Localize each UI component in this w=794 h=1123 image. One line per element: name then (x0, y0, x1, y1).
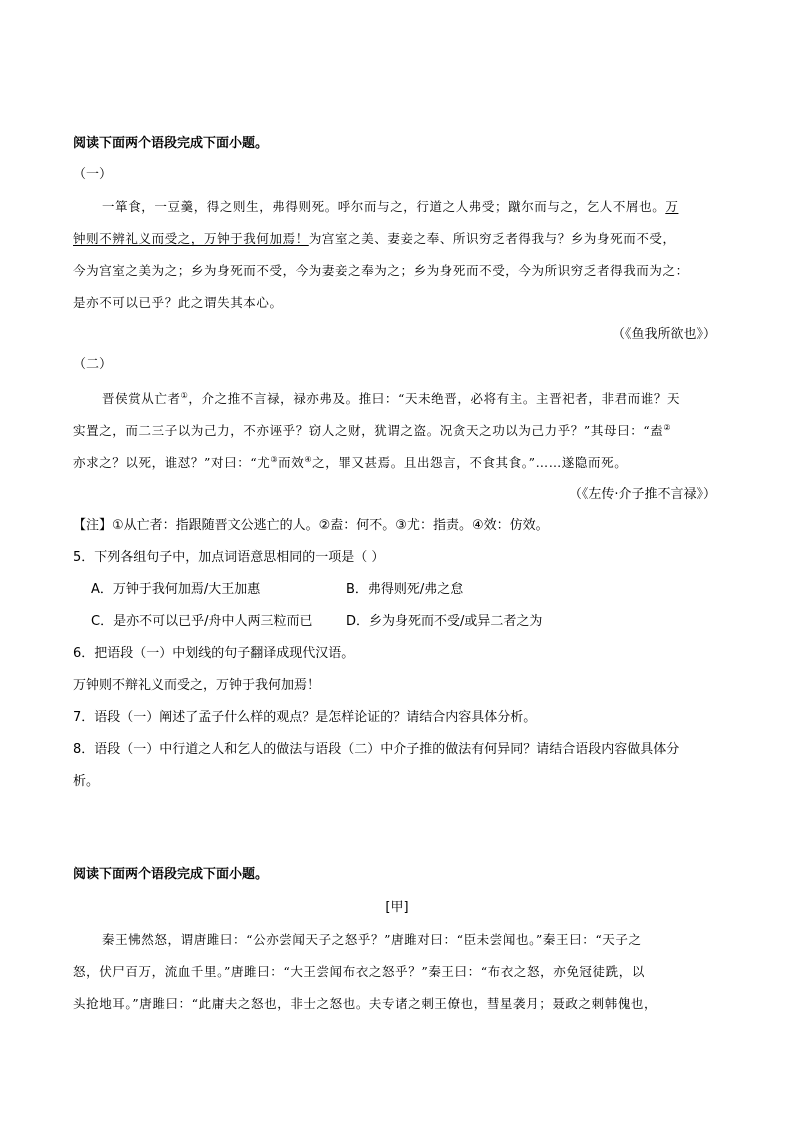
footnote-marker: ③ (270, 454, 279, 464)
passage-1-line-3: 今为宫室之美为之；乡为身死而不受，今为妻妾之奉为之；乡为身死而不受，今为所识穷乏者得我而为之： (73, 263, 689, 278)
passage-2-text: 而效 (278, 455, 305, 470)
footnote-marker: ① (180, 390, 189, 400)
passage-2-text: ，介之推不言禄，禄亦弗及。推曰：“天未绝晋，必将有主。主晋祀者，非君而谁？天 (188, 391, 681, 406)
passage-2-text: 亦求之？以死，谁怼？”对曰：“尤 (73, 455, 271, 470)
passage-3-line-2: 怒，伏尸百万，流血千里。”唐雎曰：“大王尝闻布衣之怒乎？”秦王曰：“布衣之怒，亦免冠徒跣，以 (73, 964, 645, 979)
part-label-jia: [甲] (385, 900, 409, 915)
passage-1-text: 为宫室之美、妻妾之奉、所识穷乏者得我与？乡为身死而不受， (308, 231, 676, 246)
question-5: 5．下列各组句子中，加点词语意思相同的一项是（ ） (73, 550, 385, 565)
part-label-2: （二） (73, 357, 113, 372)
footnote-marker: ② (663, 422, 672, 432)
passage-3-line-1: 秦王怫然怒，谓唐雎曰：“公亦尝闻天子之怒乎？”唐雎对曰：“臣未尝闻也。”秦王曰：“天子之 (102, 932, 642, 947)
passage-3-line-3: 头抢地耳。”唐雎曰：“此庸夫之怒也，非士之怒也。夫专诸之刺王僚也，彗星袭月；聂政之刺韩傀也， (73, 996, 658, 1011)
passage-1-line-2 (73, 230, 676, 248)
notes: 【注】①从亡者：指跟随晋文公逃亡的人。②盍：何不。③尤：指责。④效：仿效。 (73, 518, 549, 533)
instruction-2: 阅读下面两个语段完成下面小题。 (73, 867, 269, 882)
option-a: A．万钟于我何加焉/大王加惠 (91, 582, 261, 597)
passage-1-line-4: 是亦不可以已乎？此之谓失其本心。 (73, 295, 283, 310)
question-8-line-1: 8．语段（一）中行道之人和乞人的做法与语段（二）中介子推的做法有何异同？请结合语段内容做具体分 (73, 742, 680, 757)
footnote-marker: ④ (304, 454, 313, 464)
question-6-sentence: 万钟则不辩礼义而受之，万钟于我何加焉！ (73, 678, 321, 693)
underlined-text: 万 (665, 199, 679, 214)
passage-1-text: 一箪食，一豆羹，得之则生，弗得则死。呼尔而与之，行道之人弗受；蹴尔而与之，乞人不屑也。 (102, 199, 666, 214)
question-7: 7．语段（一）阐述了孟子什么样的观点？是怎样论证的？请结合内容具体分析。 (73, 710, 537, 725)
instruction-1: 阅读下面两个语段完成下面小题。 (73, 136, 269, 151)
passage-2-text: 晋侯赏从亡者 (102, 391, 181, 406)
part-label-1: （一） (73, 167, 113, 182)
passage-2-text: 实置之，而二三子以为己力，不亦诬乎？窃人之财，犹谓之盗。况贪天之功以为己力乎？”其母曰：“盍 (73, 423, 664, 438)
source-2: （《左传·介子推不言禄》） (568, 487, 716, 502)
question-8-line-2: 析。 (73, 774, 100, 789)
passage-2-line-2 (73, 422, 671, 440)
underlined-text: 钟则不辨礼义而受之，万钟于我何加焉！ (73, 231, 309, 246)
passage-2-line-3 (73, 454, 627, 472)
option-d: D．乡为身死而不受/或异二者之为 (346, 614, 543, 629)
option-c: C．是亦不可以已乎/舟中人两三粒而已 (91, 614, 313, 629)
option-b: B．弗得则死/弗之怠 (346, 582, 464, 597)
source-1: （《鱼我所欲也》） (611, 327, 716, 342)
passage-2-line-1 (102, 390, 680, 408)
question-6: 6．把语段（一）中划线的句子翻译成现代汉语。 (73, 646, 355, 661)
passage-1-line-1 (102, 198, 678, 216)
passage-2-text: 之，罪又甚焉。且出怨言，不食其食。”……遂隐而死。 (312, 455, 628, 470)
